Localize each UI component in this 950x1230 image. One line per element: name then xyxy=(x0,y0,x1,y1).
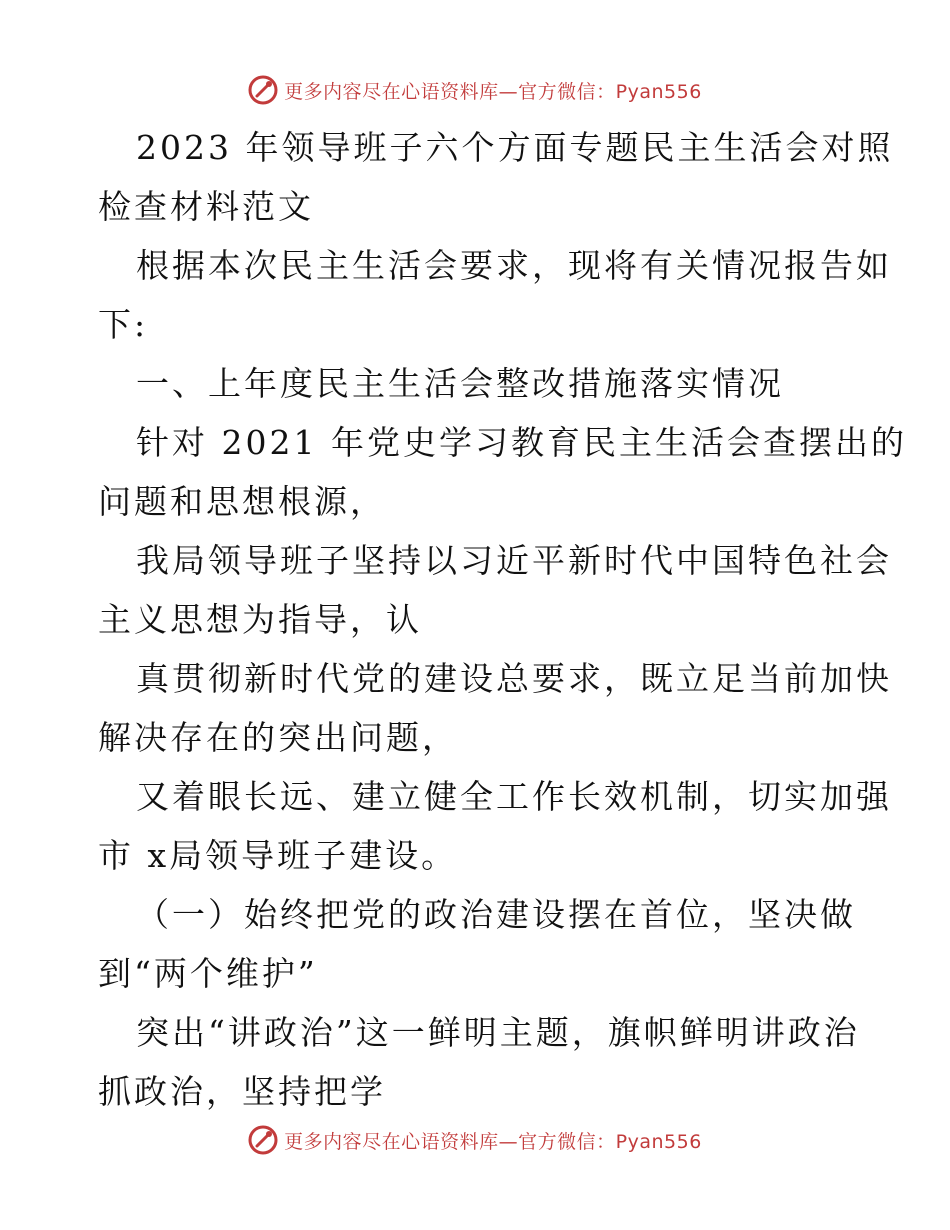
paragraph-line: 解决存在的突出问题， xyxy=(98,718,458,757)
subsection-heading: （一）始终把党的政治建设摆在首位，坚决做 xyxy=(136,895,856,934)
paragraph-line: 下: xyxy=(98,305,149,344)
paragraph-line: 又着眼长远、建立健全工作长效机制，切实加强 xyxy=(136,777,892,816)
paragraph-line: 主义思想为指导，认 xyxy=(98,600,422,639)
footer-banner xyxy=(0,1118,950,1162)
logo-icon xyxy=(248,75,278,105)
logo-icon xyxy=(248,1125,278,1155)
paragraph-line: 抓政治，坚持把学 xyxy=(98,1072,386,1111)
paragraph-line: 针对 2021 年党史学习教育民主生活会查摆出的 xyxy=(136,423,907,462)
paragraph-line: 问题和思想根源， xyxy=(98,482,386,521)
header-banner xyxy=(0,68,950,112)
paragraph-line: 我局领导班子坚持以习近平新时代中国特色社会 xyxy=(136,541,892,580)
section-heading: 一、上年度民主生活会整改措施落实情况 xyxy=(136,364,784,403)
document-body xyxy=(98,118,907,1121)
paragraph-line: 突出“讲政治”这一鲜明主题，旗帜鲜明讲政治 xyxy=(136,1013,860,1052)
paragraph-line: 根据本次民主生活会要求，现将有关情况报告如 xyxy=(136,246,892,285)
paragraph-line: 真贯彻新时代党的建设总要求，既立足当前加快 xyxy=(136,659,892,698)
subsection-heading-cont: 到“两个维护” xyxy=(98,954,318,993)
paragraph-line: 市 x局领导班子建设。 xyxy=(98,836,458,875)
doc-title-line-2: 检查材料范文 xyxy=(98,187,314,226)
banner-text: 更多内容尽在心语资料库—官方微信：Pyan556 xyxy=(284,80,702,103)
doc-title-line-1: 2023 年领导班子六个方面专题民主生活会对照 xyxy=(136,128,894,167)
banner-text: 更多内容尽在心语资料库—官方微信：Pyan556 xyxy=(284,1130,702,1153)
